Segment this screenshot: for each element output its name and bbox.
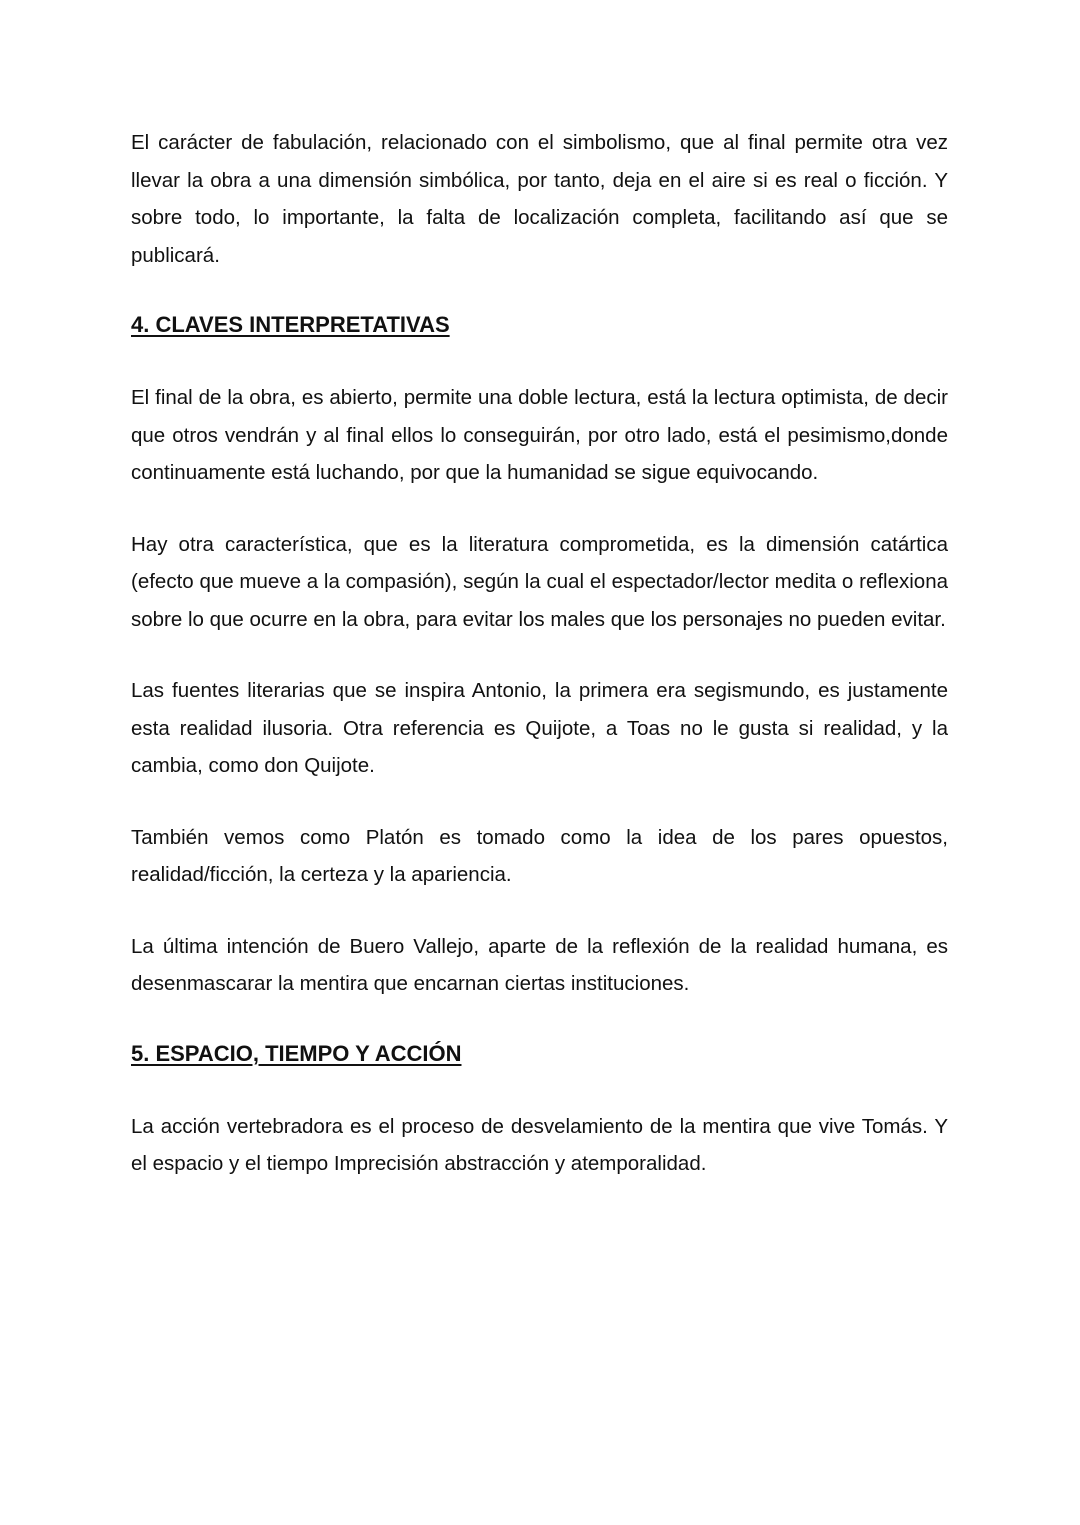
section-4-paragraph: Las fuentes literarias que se inspira Antonio, la primera era segismundo, es justamente esta realidad ilusoria. Otra referencia es Quijote, a Toas no le gusta si realidad, y la cambia, como don Quijote. [131, 679, 948, 777]
section-5-heading: 5. ESPACIO, TIEMPO Y ACCIÓN [131, 1040, 462, 1066]
section-4-paragraph: La última intención de Buero Vallejo, aparte de la reflexión de la realidad humana, es desenmascarar la mentira que encarnan ciertas instituciones. [131, 934, 948, 995]
document-page [131, 124, 948, 1183]
section-5-paragraph: La acción vertebradora es el proceso de desvelamiento de la mentira que vive Tomás. Y el espacio y el tiempo Imprecisión abstracción y atemporalidad. [131, 1114, 948, 1175]
section-4-paragraph: Hay otra característica, que es la literatura comprometida, es la dimensión catártica (efecto que mueve a la compasión), según la cual el espectador/lector medita o reflexiona sobre lo que ocurre en la obra, para evitar los males que los personajes no pueden evitar. [131, 532, 948, 631]
section-4-paragraph: El final de la obra, es abierto, permite una doble lectura, está la lectura optimista, de decir que otros vendrán y al final ellos lo conseguirán, por otro lado, está el pesimismo,donde continuamente está luchando, por que la humanidad se sigue equivocando. [131, 386, 948, 484]
section-4-paragraph: También vemos como Platón es tomado como la idea de los pares opuestos, realidad/ficción, la certeza y la apariencia. [131, 825, 948, 886]
intro-paragraph: El carácter de fabulación, relacionado con el simbolismo, que al final permite otra vez llevar la obra a una dimensión simbólica, por tanto, deja en el aire si es real o ficción. Y sobre todo, lo importante, la falta de localización completa, facilitando así que se publicará. [131, 131, 948, 267]
section-4-heading: 4. CLAVES INTERPRETATIVAS [131, 312, 450, 337]
